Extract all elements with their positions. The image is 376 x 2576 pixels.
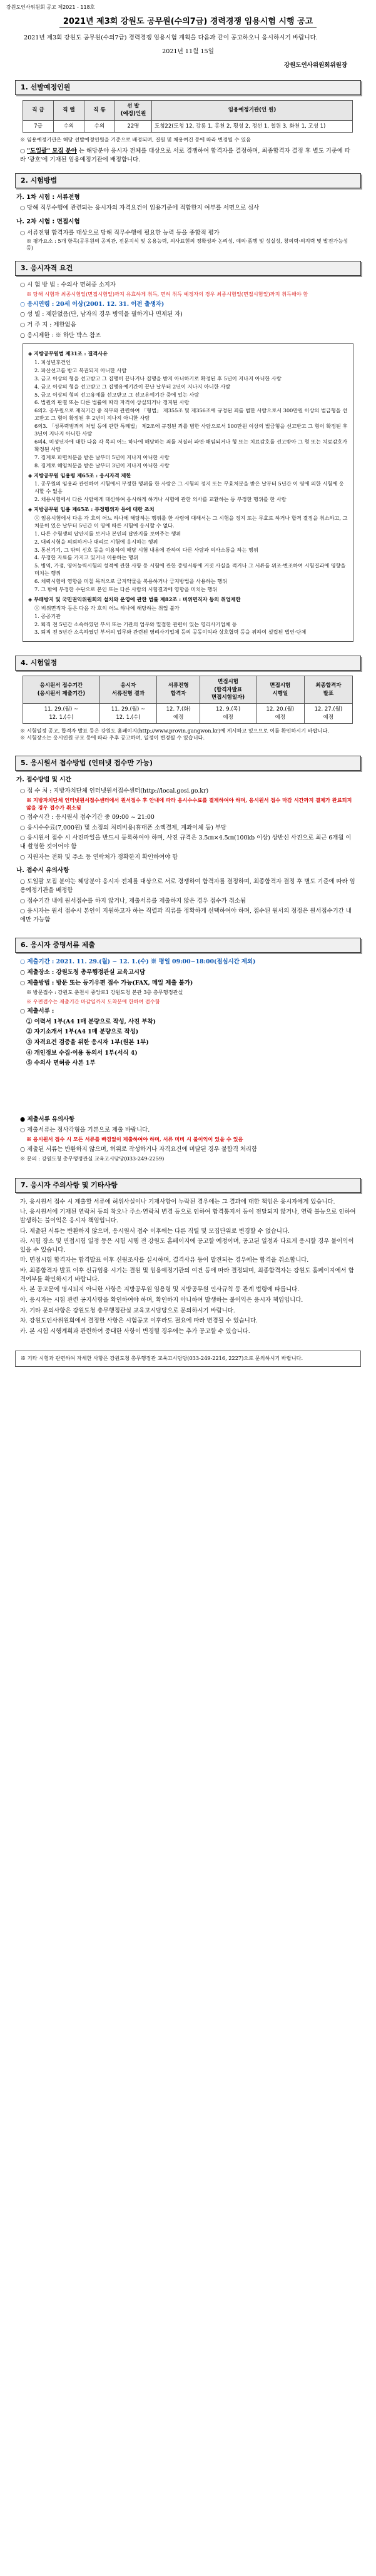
intro-text: 2021년 제3회 강원도 공무원(수의7급) 경력경쟁 임용시험 계획을 다음과 같이 공고하오니 응시하시기 바랍니다. bbox=[24, 34, 318, 42]
box-title: ◈ 지방공무원 임용령 제65조 : 응시자격 제한 bbox=[28, 472, 131, 479]
list-item: ○ 지원자는 전화 및 주소 등 연락처가 정확한지 확인하여야 함 bbox=[20, 853, 178, 861]
table-header-row bbox=[23, 676, 353, 704]
list-item: ○ 응시원서 접수 시 사진파일을 반드시 등록하여야 하며, 사진 규격은 3.5㎝×4.5㎝(100kb 이상) 상반신 사진으로 최근 6개월 이내 촬영한 것이어야 함 bbox=[20, 834, 352, 851]
list-item: ⑤ 수의사 면허증 사본 1부 bbox=[26, 1060, 96, 1067]
recruitment-table bbox=[23, 100, 353, 133]
list-item: 나. 응시원서에 기재된 연락처 등의 착오나 주소·연락처 변경 등으로 인하여 합격통지서 등이 전달되지 않거나, 연락 불능으로 인하여 발생하는 불이익은 응시자 책임입니다. bbox=[20, 1209, 356, 1224]
notice-date: 2021년 11월 15일 bbox=[162, 48, 214, 56]
table-header-row bbox=[23, 100, 353, 120]
list-item: ○ 접수기간 내에 원서접수를 하지 않거나, 제출서류를 제출하지 않은 경우 접수가 취소됨 bbox=[20, 897, 246, 905]
notice-number: 강원도인사위원회 공고 제2021 - 118호 bbox=[6, 4, 95, 10]
list-item: ○ 시 험 방 법 : 수의사 면허증 소지자 bbox=[20, 281, 116, 288]
submission-notes bbox=[20, 1115, 356, 1163]
list-item: ○ 거 주 지 : 제한없음 bbox=[20, 321, 76, 328]
table-row bbox=[23, 120, 353, 132]
list-item: ○ 성 별 : 제한없음(단, 남자의 경우 병역을 필하거나 면제된 자) bbox=[20, 311, 183, 318]
list-item: 사. 본 공고문에 명시되지 아니한 사항은 지방공무원 임용령 및 지방공무원 인사규칙 등 관계 법령에 따릅니다. bbox=[20, 1286, 300, 1294]
list-item: ○ 제출장소 : 강원도청 총무행정관실 교육고시담 bbox=[20, 968, 146, 976]
list-item: ○ 응시수수료(7,000원) 및 소정의 처리비용(휴대폰 소액결제, 계좌이체 등) 부담 bbox=[20, 824, 227, 831]
list-item: 1. 공공기관 bbox=[34, 612, 61, 619]
table-header: 직 급 bbox=[23, 100, 54, 120]
table-cell: 11. 29.(월) ~ 12. 1.(수) bbox=[23, 704, 100, 724]
list-item: 5. 금고 이상의 형의 선고유예를 선고받고 그 선고유예기간 중에 있는 사람 bbox=[34, 391, 200, 398]
schedule-table bbox=[23, 676, 353, 724]
list-item: ○ 응시자는 원서 접수시 본인이 지원하고자 하는 직렬과 직류를 정확하게 선택하여야 하며, 접수된 원서의 정정은 원서접수기간 내에만 가능함 bbox=[20, 908, 352, 923]
table-header: 면접시험 (합격자발표 면접시험일자) bbox=[200, 676, 256, 704]
table-cell: 22명 bbox=[115, 120, 152, 132]
intro bbox=[0, 34, 376, 43]
section-7-heading: 7. 응시자 주의사항 및 기타사항 bbox=[15, 1178, 361, 1193]
document-list-title: ○ 제출서류 : bbox=[20, 1008, 54, 1015]
box-title: ◈ 지방공무원 임용 제65조 : 부정행위자 등에 대한 조치 bbox=[28, 506, 155, 513]
list-item: 가. 응시원서 접수 시 제출할 서류에 허위사실이나 기재사항이 누락된 경우에는 그 결과에 대한 책임은 응시자에게 있습니다. bbox=[20, 1198, 335, 1205]
table-cell: 11. 29.(월) ~ 12. 1.(수) bbox=[99, 704, 156, 724]
exam-stage-2-title: 나. 2차 시험 : 면접시험 bbox=[16, 218, 80, 226]
table-cell: 12. 27.(월) 예정 bbox=[304, 704, 352, 724]
list-item: ① 비위면직자 등은 다음 각 호의 어느 하나에 해당하는 취업 불가 bbox=[34, 604, 180, 611]
list-item: 6의3. 「성폭력범죄의 처벌 등에 관한 특례법」 제2조에 규정된 죄를 범한 사람으로서 100만원 이상의 벌금형을 선고받고 그 형이 확정된 후 3년이 지나지 아니한 사람 bbox=[34, 423, 348, 437]
application-caution-list bbox=[20, 878, 356, 924]
footer-note: ※ 기타 시험과 관련하여 자세한 사항은 강원도청 총무행정관 교육고시담당(033-249-2216, 2227)으로 문의하시기 바랍니다. bbox=[15, 1351, 361, 1367]
list-item: 3. 통신기기, 그 밖의 신호 등을 이용하여 해당 시험 내용에 관하여 다른 사람과 의사소통을 하는 행위 bbox=[34, 546, 258, 553]
table-header: 서류전형 합격자 bbox=[157, 676, 200, 704]
list-item: 4. 부정한 자료를 가지고 있거나 이용하는 행위 bbox=[34, 554, 138, 561]
submission-info bbox=[20, 958, 356, 1068]
list-item: 6. 체력시험에 영향을 미칠 목적으로 금지약물을 복용하거나 금지방법을 사용하는 행위 bbox=[34, 578, 228, 585]
table-header: 직 류 bbox=[84, 100, 115, 120]
list-item: ※ 응시원서 접수 시 모든 서류를 빠짐없이 제출하여야 하며, 서류 미비 시 불이익이 있을 수 있음 bbox=[26, 1136, 243, 1143]
list-item: ① 이력서 1부(A4 1매 분량으로 작성, 사진 부착) bbox=[26, 1018, 156, 1025]
section-4-heading: 4. 시험일정 bbox=[15, 656, 361, 671]
list-item: 바. 최종합격자 발표 이후 신규임용 시기는 결원 및 임용예정기관의 여건 등에 따라 결정되며, 최종합격자는 강원도 홈페이지에서 합격여부를 확인하시기 바랍니다. bbox=[20, 1267, 354, 1283]
table-header: 최종합격자 발표 bbox=[304, 676, 352, 704]
section-1-heading: 1. 선발예정인원 bbox=[15, 80, 361, 95]
list-item: ① 임용시험에서 다음 각 호의 어느 하나에 해당하는 행위를 한 사람에 대해서는 그 시험을 정지 또는 무효로 하거나 합격 결정을 취소하고, 그 처분이 있은 날부터 5년간 이 영에 따른 시험에 응시할 수 없다. bbox=[34, 514, 348, 529]
exam-stage-1-title: 가. 1차 시험 : 서류전형 bbox=[16, 193, 80, 201]
list-item: 1. 공무원의 임용과 관련하여 시험에서 부정한 행위를 한 사람은 그 시험의 정지 또는 무효처분을 받은 날부터 5년간 이 영에 의한 시험에 응시할 수 없음 bbox=[34, 480, 344, 495]
list-item: 4. 금고 이상의 형을 선고받고 그 집행유예기간이 끝난 날부터 2년이 지나지 아니한 사람 bbox=[34, 383, 231, 390]
list-item: 2. 퇴직 전 5년간 소속하였던 부서 또는 기관의 업무와 밀접한 관련이 있는 영리사기업체 등 bbox=[34, 621, 237, 627]
page-title bbox=[0, 16, 376, 28]
exam-stage-2-note: ※ 평가요소 : 5개 항목(공무원의 공직관, 전문지식 및 응용능력, 의사표현의 정확성과 논리성, 예의·품행 및 성실성, 창의력·의지력 및 발전가능성 등) bbox=[26, 237, 348, 251]
list-item: 6의4. 미성년자에 대한 다음 각 목의 어느 하나에 해당하는 죄를 저질러 파면·해임되거나 형 또는 치료감호를 선고받아 그 형 또는 치료감호가 확정된 사람 bbox=[34, 438, 348, 452]
list-item: 7. 그 밖에 부정한 수단으로 본인 또는 다른 사람의 시험결과에 영향을 미치는 행위 bbox=[34, 586, 218, 592]
list-item: ④ 개인정보 수집·이용 동의서 1부(서식 4) bbox=[26, 1049, 138, 1057]
table-cell: 12. 20.(월) 예정 bbox=[256, 704, 304, 724]
list-item: 5. 병역, 가점, 영어능력시험의 성적에 관한 사항 등 시험에 관한 증명서류에 거짓 사실을 적거나 그 서류를 위조·변조하여 시험결과에 영향을 미치는 행위 bbox=[34, 562, 346, 577]
exam-stage-1-text: ○ 당해 직무수행에 관련되는 응시자의 자격요건이 임용기준에 적합한지 여부를 서면으로 심사 bbox=[20, 205, 260, 212]
list-item: ※ 방문접수 : 강원도 춘천시 중앙로1 강원도청 본관 3층 총무행정관실 bbox=[26, 989, 183, 996]
list-item: ○ 응시제한 : ※ 하단 박스 참조 bbox=[20, 332, 101, 339]
application-caution-title: 나. 접수시 유의사항 bbox=[16, 867, 69, 875]
list-item: 3. 금고 이상의 형을 선고받고 그 집행이 끝나거나 집행을 받지 아니하기로 확정된 후 5년이 지나지 아니한 사람 bbox=[34, 375, 282, 382]
application-method-title: 가. 접수방법 및 시간 bbox=[16, 776, 71, 783]
table-cell: 12. 7.(화) 예정 bbox=[157, 704, 200, 724]
list-item: 7. 징계로 파면처분을 받은 날부터 5년이 지나지 아니한 사람 bbox=[34, 454, 170, 460]
list-item: 3. 퇴직 전 5년간 소속하였던 부서의 업무와 관련된 영리사기업체 등의 공동이익과 상호협력 등을 위하여 설립된 법인·단체 bbox=[34, 629, 307, 636]
list-item: 1. 다른 수험생의 답안지를 보거나 본인의 답안지를 보여주는 행위 bbox=[34, 530, 181, 537]
list-item: ○ 제출방법 : 방문 또는 등기우편 접수 가능(FAX, 메일 제출 불가) bbox=[20, 979, 193, 986]
table-row bbox=[23, 704, 353, 724]
list-item: ② 자기소개서 1부(A4 1매 분량으로 작성) bbox=[26, 1028, 139, 1036]
table-header: 응시자 서류전형 결과 bbox=[99, 676, 156, 704]
table-cell: 7급 bbox=[23, 120, 54, 132]
subnote-text: 는 해당분야 응시자 전체를 대상으로 서로 경쟁하여 합격자를 결정하며, 최종합격자 결정 후 별도 기준에 따라 '광호'에 기재된 임용예정기관에 배정합니다. bbox=[20, 148, 350, 163]
list-item: ③ 자격요건 검증을 위한 응시자 1부(원본 1부) bbox=[26, 1039, 149, 1047]
list-item: ○ 접수시간 : 응시원서 접수기간 중 09:00 ~ 21:00 bbox=[20, 814, 155, 821]
table-cell: 수의 bbox=[54, 120, 84, 132]
box-title: ◈ 지방공무원법 제31조 : 결격사유 bbox=[28, 350, 108, 357]
section-1-note: ※ 임용예정기관은 해당 선발예정인원을 기준으로 배정되며, 결원 및 채용여건 등에 따라 변경될 수 있음 bbox=[20, 136, 251, 143]
list-item: 6의2. 공무원으로 재직기간 중 직무와 관련하여 「형법」 제355조 및 제356조에 규정된 죄를 범한 사람으로서 300만원 이상의 벌금형을 선고받고 그 형이 확정된 후 2년이 지나지 아니한 사람 bbox=[34, 407, 348, 422]
page-title-text: 2021년 제3회 강원도 공무원(수의7급) 경력경쟁 임용시험 시행 공고 bbox=[59, 17, 317, 28]
list-item: ○ 도일괄 모집 분야는 해당분야 응시자 전체를 대상으로 서로 경쟁하여 합격자를 결정하며, 최종합격자 결정 후 별도 기준에 따라 임용예정기관을 배정함 bbox=[20, 878, 355, 894]
spacer bbox=[0, 1070, 376, 1113]
box-title: ◈ 부패방지 및 국민권익위원회의 설치와 운영에 관한 법률 제82조 : 비위면직자 등의 취업제한 bbox=[28, 596, 241, 602]
list-item: 8. 징계로 해임처분을 받은 날부터 3년이 지나지 아니한 사람 bbox=[34, 462, 170, 469]
eligibility-list bbox=[20, 281, 356, 340]
table-cell: 도청22(도청 12, 강릉 1, 홍천 2, 횡성 2, 정선 1, 철원 3, 화천 1, 고성 1) bbox=[152, 120, 353, 132]
list-item: 2. 채용시험에서 다른 사람에게 대신하여 응시하게 하거나 시험에 관한 의사를 교환하는 등 부정한 행위를 한 사람 bbox=[34, 496, 287, 503]
list-item: 2. 대리시험을 의뢰하거나 대리로 시험에 응시하는 행위 bbox=[34, 538, 158, 545]
table-header: 직 렬 bbox=[54, 100, 84, 120]
list-item: 6. 법원의 판결 또는 다른 법률에 따라 자격이 상실되거나 정지된 사람 bbox=[34, 399, 190, 406]
list-item: ○ 제출서류는 정사각형을 기본으로 제출 바랍니다. bbox=[20, 1126, 150, 1133]
exam-stage-2-text: ○ 서류전형 합격자를 대상으로 당해 직무수행에 필요한 능력 등을 종합적 평가 bbox=[20, 230, 220, 236]
table-header: 면접시험 시행일 bbox=[256, 676, 304, 704]
list-item: ※ 당해 시험과 최종시험일(면접시험일)까지 유효하게 취득, 면허 취득 예정자의 경우 최종시험일(면접시험일)까지 취득해야 함 bbox=[26, 291, 308, 298]
list-item: 라. 시험 장소 및 면접시험 일정 등은 시험 시행 전 강원도 홈페이지에 공고할 예정이며, 공고된 일정과 다르게 응시할 경우 불이익이 있을 수 있습니다. bbox=[20, 1238, 354, 1254]
table-header: 선 발 (예정)인원 bbox=[115, 100, 152, 120]
list-item: 마. 면접시험 합격자는 합격발표 이후 신원조사를 실시하며, 결격사유 등이 발견되는 경우에는 합격을 취소합니다. bbox=[20, 1257, 309, 1264]
section-2-heading: 2. 시험방법 bbox=[15, 173, 361, 188]
table-header: 임용예정기관(인 원) bbox=[152, 100, 353, 120]
caution-list bbox=[20, 1198, 356, 1336]
list-item: ○ 접 수 처 : 지방자치단체 인터넷원서접수센터(http://local.gosi.go.kr) bbox=[20, 787, 209, 794]
list-item: 자. 기타 문의사항은 강원도청 총무행정관실 교육고시담당으로 문의하시기 바랍니다. bbox=[20, 1307, 235, 1314]
list-item: 1. 피성년후견인 bbox=[34, 359, 71, 366]
list-item: 차. 강원도인사위원회에서 결정한 사항은 시험공고 이후라도 필요에 따라 변경될 수 있습니다. bbox=[20, 1317, 258, 1325]
list-item: ● 제출서류 유의사항 bbox=[20, 1115, 75, 1123]
schedule-note: ※ 시험일정 공고, 합격자 발표 등은 강원도 홈페이지(http://www.provin.gangwon.kr)에 게시하고 있으므로 이를 확인하시기 바랍니다. ※ 시험장소는 응시인원 규모 등에 따라 추후 공고하며, 일정이 변경될 수 있습니다. bbox=[20, 727, 329, 741]
section-6-heading: 6. 응시자 증명서류 제출 bbox=[15, 938, 361, 953]
section-3-heading: 3. 응시자격 요건 bbox=[15, 261, 361, 276]
disqualification-box bbox=[23, 343, 353, 642]
table-header: 응시원서 접수기간 (응시원서 제출기간) bbox=[23, 676, 100, 704]
section-1-subnote: ○ "도일괄" 모집 분야 는 해당분야 응시자 전체를 대상으로 서로 경쟁하여 합격자를 결정하며, 최종합격자 결정 후 별도 기준에 따라 '광호'에 기재된 임용예정기관에 배정합니다. bbox=[20, 148, 350, 163]
list-item: ○ 응시연령 : 20세 이상(2001. 12. 31. 이전 출생자) bbox=[20, 300, 165, 308]
issuer: 강원도인사위원회위원장 bbox=[284, 62, 347, 69]
section-5-heading: 5. 응시원서 접수방법 (인터넷 접수만 가능) bbox=[15, 756, 361, 771]
list-item: 아. 응시자는 시험 관련 공지사항을 확인하여야 하며, 확인하지 아니하여 발생하는 불이익은 응시자 책임입니다. bbox=[20, 1296, 303, 1304]
table-cell: 12. 9.(목) 예정 bbox=[200, 704, 256, 724]
application-method-list bbox=[20, 787, 356, 862]
list-item: ※ 지방자치단체 인터넷원서접수센터에서 원서접수 후 안내에 따라 응시수수료를 결제하여야 하며, 응시원서 접수 마감 시간까지 결제가 완료되지 않을 경우 접수가 취소됨 bbox=[26, 797, 352, 811]
list-item: 카. 본 시험 시행계획과 관련하여 중대한 사항이 변경될 경우에는 추가 공고할 수 있습니다. bbox=[20, 1327, 250, 1335]
list-item: 2. 파산선고를 받고 복권되지 아니한 사람 bbox=[34, 367, 127, 373]
table-cell: 수의 bbox=[84, 120, 115, 132]
list-item: 다. 제출된 서류는 반환하지 않으며, 응시원서 접수 이후에는 다른 직렬 및 모집단위로 변경할 수 없습니다. bbox=[20, 1227, 290, 1235]
list-item: ○ 제출된 서류는 반환하지 않으며, 허위로 작성하거나 자격요건에 미달된 경우 불합격 처리함 bbox=[20, 1145, 258, 1153]
list-item: ○ 제출기간 : 2021. 11. 29.(월) ~ 12. 1.(수) ※ 평일 09:00~18:00(점심시간 제외) bbox=[20, 958, 256, 966]
contact-note: ※ 문의 : 강원도청 총무행정관실 교육고시담당(033-249-2259) bbox=[20, 1155, 165, 1162]
list-item: ※ 우편접수는 제출기간 마감일까지 도착분에 한하여 접수함 bbox=[26, 998, 160, 1005]
subnote-label: "도일괄" 모집 분야 bbox=[27, 148, 77, 155]
